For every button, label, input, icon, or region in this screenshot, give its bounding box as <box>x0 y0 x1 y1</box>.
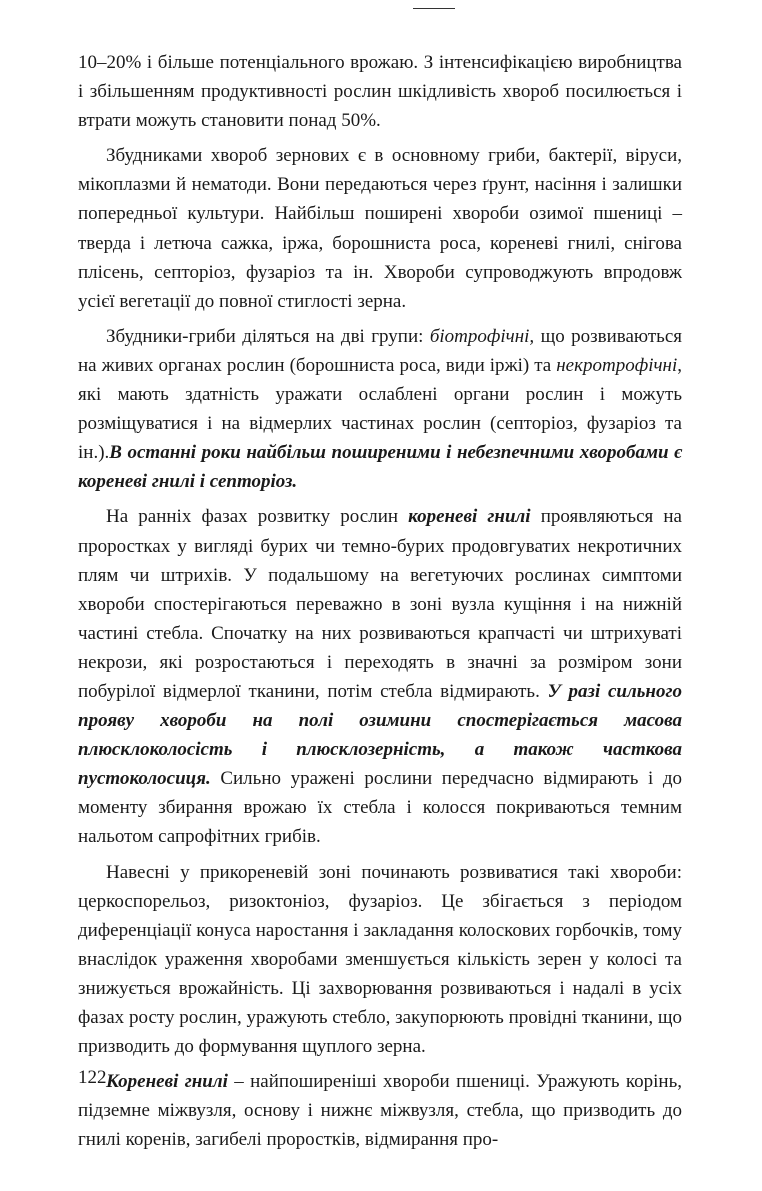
paragraph-3 <box>78 322 682 497</box>
page-body <box>78 48 682 1154</box>
text-run: Навесні у прикореневій зоні починають розвиватися такі хвороби: церкоспорельоз, ризоктоніоз, фузаріоз. Це збігається з періодом диференціації конуса наростання і закладання колоскових горбочків, тому внаслідок ураження хворобами зменшується кількість зерен у колосі та знижується врожайність. Ці захворювання розвиваються і надалі в усіх фазах росту рослин, уражують стебло, закупорюють провідні тканини, що призводить до формування щуплого зерна. <box>78 861 682 1058</box>
text-run: В останні роки найбільш поширеними і небезпечними хворобами є кореневі гнилі і септоріоз. <box>78 442 682 493</box>
paragraph-4 <box>78 502 682 851</box>
text-run: Кореневі гнилі <box>106 1071 228 1093</box>
text-run: некротрофічні <box>556 354 678 376</box>
text-run: що розвиваються на живих органах рослин (борошниста роса, види іржі) та <box>78 325 683 376</box>
top-rule <box>413 8 455 9</box>
text-run: Збудниками хвороб зернових є в основному гриби, бактерії, віруси, мікоплазми й нематоди. Вони передаються через ґрунт, насіння і залишки попередньої культури. Найбільш поширені хвороби озимої пшениці – тверда і летюча сажка, іржа, борошниста роса, кореневі гнилі, снігова плісень, септоріоз, фузаріоз та ін. Хвороби супроводжують впродовж усієї вегетації до повної стиглості зерна. <box>78 145 682 312</box>
text-run: проявляються на проростках у вигляді бурих чи темно-бурих продовгуватих некротичних плям чи штрихів. У подальшому на вегетуючих рослинах симптоми хвороби спостерігаються переважно в зоні вузла кущіння і на нижній частині стебла. Спочатку на них розвиваються крапчасті чи штрихуваті некрози, які розростаються і переходять в значні за розміром зони побурілої відмерлої тканини, потім стебла відмирають. <box>78 506 682 702</box>
page-number: 122 <box>78 1067 107 1088</box>
text-run: На ранніх фазах розвитку рослин <box>106 506 409 528</box>
paragraph-2 <box>78 141 682 316</box>
text-run: , які мають здатність уражати ослаблені органи рослин і можуть розміщуватися і на відмерлих частинах рослин (септоріоз, фузаріоз та ін.). <box>78 354 682 464</box>
text-run: кореневі гнилі <box>408 506 531 528</box>
text-run: Сильно уражені рослини передчасно відмирають і до моменту збирання врожаю їх стебла і колосся покриваються темним нальотом сапрофітних грибів. <box>78 768 682 848</box>
text-run: Збудники-гриби діляться на дві групи: <box>106 325 430 347</box>
paragraph-6 <box>78 1067 682 1154</box>
paragraph-1 <box>78 48 682 135</box>
paragraph-5 <box>78 858 682 1062</box>
text-run: 10–20% і більше потенціального врожаю. З інтенсифікацією виробництва і збільшенням продуктивності рослин шкідливість хвороб посилюється і втрати можуть становити понад 50%. <box>78 52 682 132</box>
text-run: біотрофічні, <box>429 325 535 347</box>
text-run: У разі сильного прояву хвороби на полі озимини спостерігається масова плюсклоколосість і плюсклозерність, а також часткова пустоколосиця. <box>78 680 682 790</box>
text-run: – найпоширеніші хвороби пшениці. Уражують корінь, підземне міжвузля, основу і нижнє міжвузля, стебла, що призводить до гнилі коренів, загибелі проростків, відмирання про- <box>78 1071 682 1151</box>
